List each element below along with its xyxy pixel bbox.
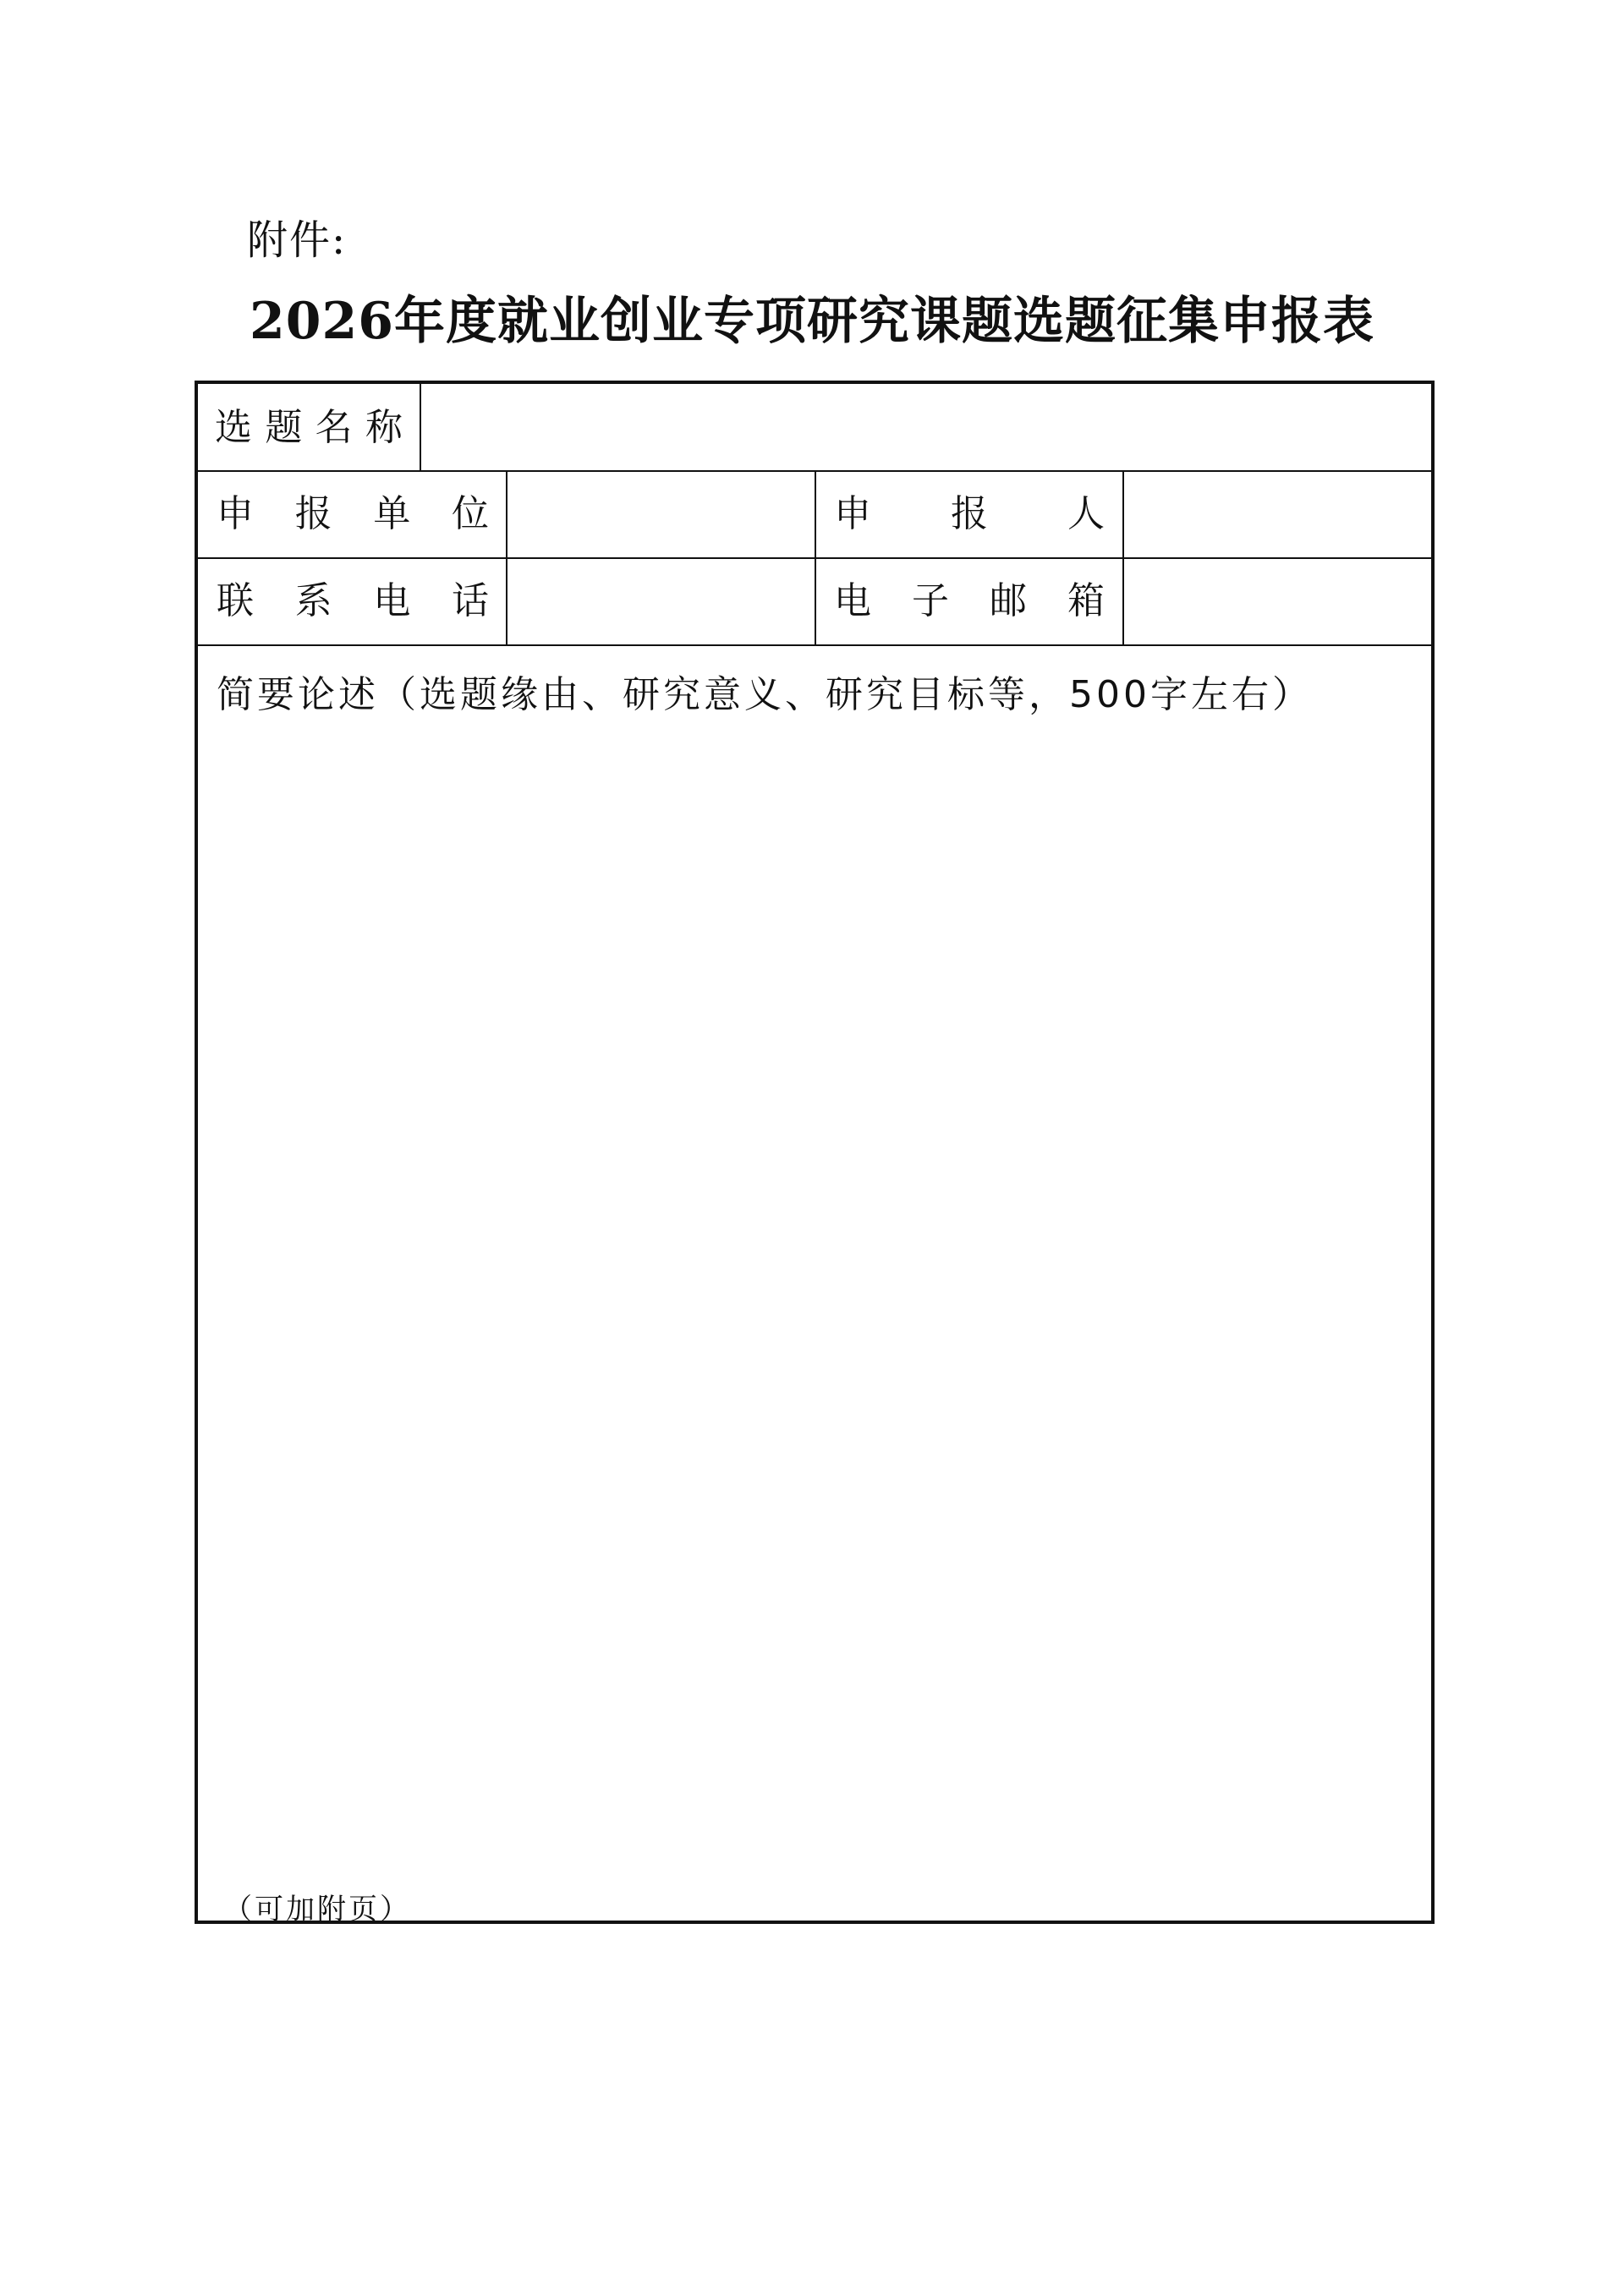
applicant-unit-label-char: 位 [451, 492, 489, 535]
applicant-label-char: 申 [834, 492, 871, 535]
col-divider-topic [420, 384, 421, 470]
phone-label-char: 联 [217, 579, 254, 622]
applicant-field[interactable] [1126, 474, 1428, 556]
applicant-label-char: 人 [1067, 492, 1105, 535]
phone-field[interactable] [509, 561, 812, 644]
phone-label-char: 话 [451, 579, 489, 622]
email-label-char: 子 [912, 579, 949, 622]
application-form [195, 381, 1435, 1924]
email-label-char: 电 [834, 579, 871, 622]
page-title: 2026年度就业创业专项研究课题选题征集申报表 [250, 292, 1374, 351]
summary-label: 简要论述（选题缘由、研究意义、研究目标等，500字左右） [217, 673, 1313, 716]
applicant-label [834, 490, 1105, 538]
applicant-unit-label [217, 490, 489, 538]
applicant-unit-label-char: 申 [217, 492, 254, 535]
summary-field[interactable] [217, 731, 1401, 1872]
phone-label-char: 系 [294, 579, 332, 622]
topic-name-label-char: 名 [315, 406, 353, 449]
email-label-char: 邮 [990, 579, 1027, 622]
attachment-label: 附件: [247, 216, 348, 264]
phone-label [217, 578, 489, 625]
phone-label-char: 电 [373, 579, 411, 622]
topic-name-label-char: 题 [265, 406, 303, 449]
email-label [834, 578, 1105, 625]
applicant-unit-label-char: 单 [373, 492, 411, 535]
topic-name-label-char: 称 [365, 406, 403, 449]
col-divider-left-label [506, 470, 508, 644]
col-divider-right-label [1122, 470, 1124, 644]
topic-name-field[interactable] [423, 386, 1428, 469]
topic-name-label [215, 404, 403, 452]
additional-pages-note: （可加附页） [223, 1893, 411, 1926]
topic-name-label-char: 选 [215, 406, 252, 449]
email-label-char: 箱 [1067, 579, 1105, 622]
applicant-unit-label-char: 报 [294, 492, 332, 535]
applicant-label-char: 报 [951, 492, 988, 535]
col-divider-middle [815, 470, 816, 644]
email-field[interactable] [1126, 561, 1428, 644]
applicant-unit-field[interactable] [509, 474, 812, 556]
summary-section [198, 646, 1431, 1926]
